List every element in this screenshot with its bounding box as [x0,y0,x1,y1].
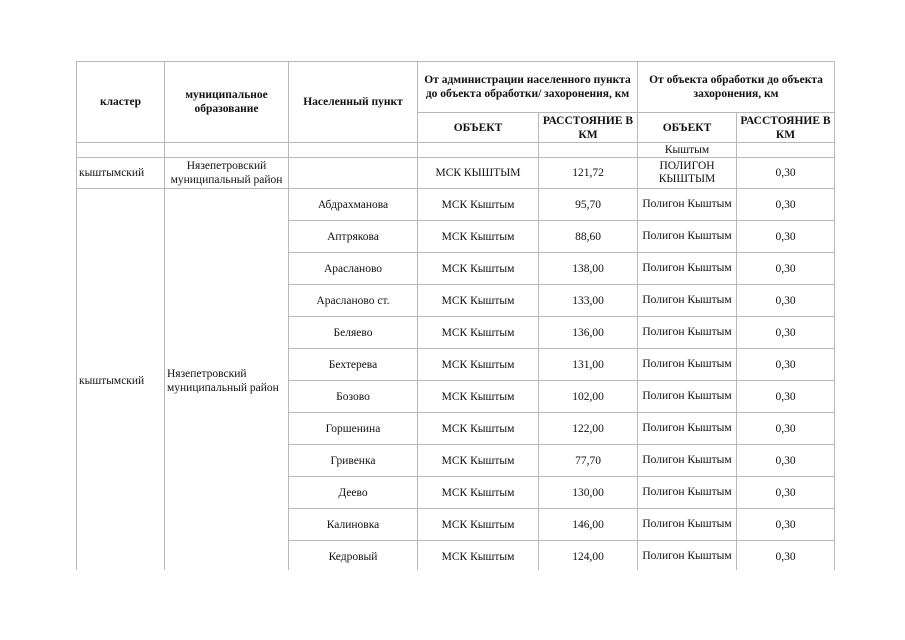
object2-cell: Полигон Кыштым [638,253,737,285]
distance-cell: 130,00 [539,477,638,509]
settlement-cell: Бозово [289,381,418,413]
distance2-cell: 0,30 [737,221,835,253]
object2-cell: Полигон Кыштым [638,541,737,573]
distance2-cell: 0,30 [737,445,835,477]
distance2-cell: 0,30 [737,189,835,221]
settlement-cell: Деево [289,477,418,509]
object-cell: МСК Кыштым [418,381,539,413]
table-row [77,143,835,158]
distance-cell: 124,00 [539,541,638,573]
object2-cell: Полигон Кыштым [638,509,737,541]
header-group-from-admin: От администрации населенного пункта до объекта обработки/ захоронения, км [418,62,638,113]
distance2-cell: 0,30 [737,158,835,189]
object-cell: МСК Кыштым [418,477,539,509]
distance2-cell: 0,30 [737,381,835,413]
table-row [77,189,835,221]
object2-cell: Полигон Кыштым [638,349,737,381]
settlement-cell: Аптрякова [289,221,418,253]
settlement-cell: Горшенина [289,413,418,445]
object-cell: МСК Кыштым [418,285,539,317]
distance2-cell: 0,30 [737,413,835,445]
object-cell: МСК Кыштым [418,541,539,573]
distance-cell: 95,70 [539,189,638,221]
object-cell: МСК Кыштым [418,317,539,349]
distance-cell: 131,00 [539,349,638,381]
header-cluster: кластер [77,62,165,143]
distance-cell: 122,00 [539,413,638,445]
object-cell: МСК Кыштым [418,189,539,221]
settlement-cell: Калиновка [289,509,418,541]
distance-cell: 146,00 [539,509,638,541]
distance-cell: 77,70 [539,445,638,477]
header-group-from-object: От объекта обработки до объекта захоронения, км [638,62,835,113]
header-object2: ОБЪЕКТ [638,113,737,143]
municipality-cell: Нязепетровский муниципальный район [165,158,289,189]
distance2-cell: 0,30 [737,541,835,573]
cluster-cell: кыштымский [77,158,165,189]
object2-cell: Полигон Кыштым [638,381,737,413]
object2-cell: Кыштым [638,143,737,158]
waste-routes-table [76,61,835,573]
object-cell: МСК Кыштым [418,221,539,253]
distance-cell: 88,60 [539,221,638,253]
distance2-cell: 0,30 [737,477,835,509]
object-cell: МСК Кыштым [418,445,539,477]
object-cell: МСК Кыштым [418,253,539,285]
header-municipality: муниципальное образование [165,62,289,143]
cluster-cell: кыштымский [77,189,165,573]
object2-cell: Полигон Кыштым [638,189,737,221]
distance2-cell: 0,30 [737,349,835,381]
header-distance: РАССТОЯНИЕ В КМ [539,113,638,143]
settlement-cell: Гривенка [289,445,418,477]
object-cell: МСК Кыштым [418,509,539,541]
object2-cell: Полигон Кыштым [638,477,737,509]
distance2-cell: 0,30 [737,253,835,285]
object-cell: МСК Кыштым [418,413,539,445]
distance2-cell: 0,30 [737,509,835,541]
distance2-cell: 0,30 [737,317,835,349]
distance-cell: 102,00 [539,381,638,413]
municipality-cell: Нязепетровский муниципальный район [165,189,289,573]
settlement-cell: Абдрахманова [289,189,418,221]
object-cell: МСК Кыштым [418,349,539,381]
distance-cell: 121,72 [539,158,638,189]
object2-cell: Полигон Кыштым [638,285,737,317]
header-distance2: РАССТОЯНИЕ В КМ [737,113,835,143]
settlement-cell: Арасланово ст. [289,285,418,317]
settlement-cell: Бехтерева [289,349,418,381]
page-bottom-margin [0,570,905,640]
settlement-cell: Беляево [289,317,418,349]
table-row [77,158,835,189]
settlement-cell [289,158,418,189]
settlement-cell: Кедровый [289,541,418,573]
object2-cell: Полигон Кыштым [638,221,737,253]
object2-cell: Полигон Кыштым [638,413,737,445]
header-object: ОБЪЕКТ [418,113,539,143]
distance-cell: 138,00 [539,253,638,285]
settlement-cell: Арасланово [289,253,418,285]
distance-cell: 133,00 [539,285,638,317]
distance-cell: 136,00 [539,317,638,349]
object2-cell: ПОЛИГОН КЫШТЫМ [638,158,737,189]
header-settlement: Населенный пункт [289,62,418,143]
object2-cell: Полигон Кыштым [638,317,737,349]
object2-cell: Полигон Кыштым [638,445,737,477]
distance2-cell: 0,30 [737,285,835,317]
object-cell: МСК КЫШТЫМ [418,158,539,189]
